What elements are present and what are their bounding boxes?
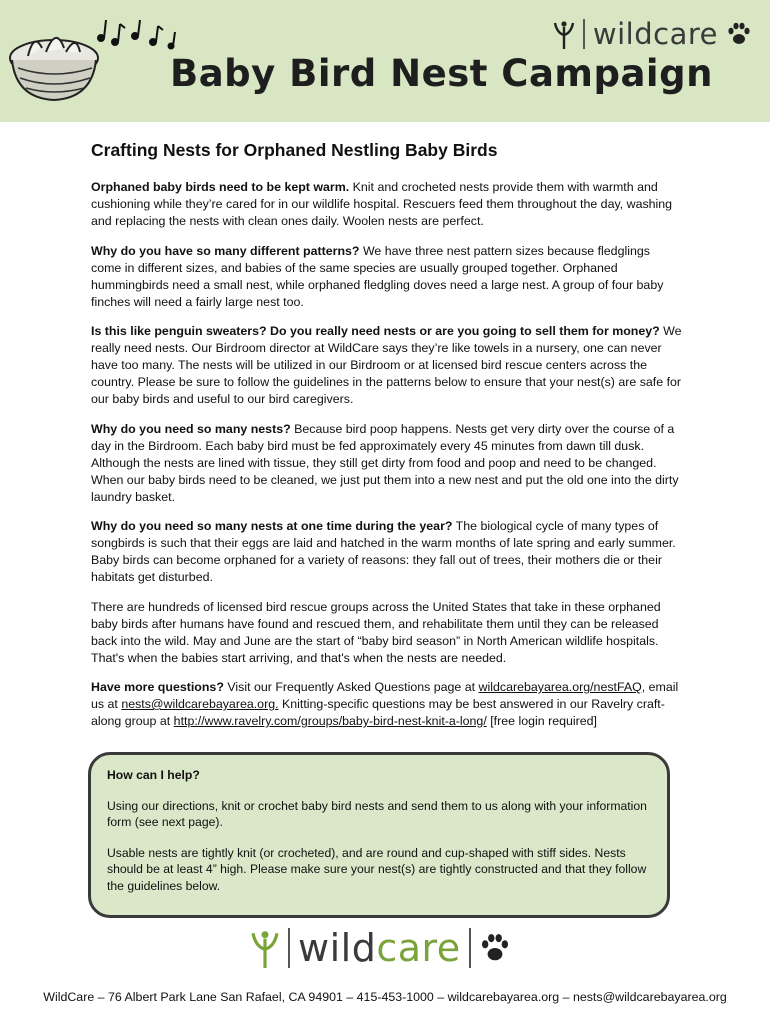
paragraph-warmth: Orphaned baby birds need to be kept warm. Knit and crocheted nests provide them with warmth and cushioning while they’re cared for in our wildlife hospital. Rescuers feed them throughout the day, washing and replacing the nests with clean ones daily. Woolen nests are perfect. [91,180,673,228]
paw-print-icon [726,21,752,47]
article [91,140,683,743]
faq-link[interactable]: wildcarebayarea.org/nestFAQ [478,680,642,694]
paragraph-questions: Have more questions? Visit our Frequently Asked Questions page at wildcarebayarea.org/nestFAQ, email us at nests@wildcarebayarea.org. Knitting-specific questions may be best answered in our Ravelry craft-along group at http://www.ravelry.com/groups/baby-bird-nest-knit-a-long/ [free login required] [91,680,679,728]
wildcare-logo-top [553,14,752,54]
paragraph-patterns: Why do you have so many different patterns? We have three nest pattern sizes because fledglings come in different sizes, and babies of the same species are usually grouped together. Orphaned hummingbirds need a small nest, while orphaned fledgling doves need a large nest. A group of four baby finches will need a fairly large nest too. [91,243,664,309]
help-paragraph-directions: Using our directions, knit or crochet baby bird nests and send them to us along with your information form (see next page). [107,798,647,829]
bird-nest-illustration [6,18,102,104]
music-notes-icon [95,12,185,52]
ravelry-link[interactable]: http://www.ravelry.com/groups/baby-bird-nest-knit-a-long/ [173,714,487,728]
logo-wordmark: wildcare [592,17,718,51]
banner-title: Baby Bird Nest Campaign [170,52,713,95]
logo-wordmark: wildcare [298,926,461,970]
paw-print-icon [479,932,511,964]
help-box [88,752,670,918]
help-heading: How can I help? [107,768,200,782]
sprout-icon [250,928,280,968]
paragraph-season: Why do you need so many nests at one time during the year? The biological cycle of many types of songbirds is such that their eggs are laid and hatched in the warm months of late spring and early summer. Baby birds can become orphaned for a variety of reasons: they fall out of trees, their mothers die or their habitats get disturbed. [91,519,676,584]
paragraph-many-nests: Why do you need so many nests? Because bird poop happens. Nests get very dirty over the course of a day in the Birdroom. Each baby bird must be fed approximately every 45 minutes from dawn till dusk. Although the nests are lined with tissue, they still get dirty from food and poop and need to be changed. When our baby birds need to be cleaned, we just put them into a new nest and put the old one into the dirty laundry basket. [91,421,679,504]
wildcare-logo-bottom [250,924,511,972]
header-banner [0,0,770,122]
sprout-icon [553,19,575,49]
article-heading: Crafting Nests for Orphaned Nestling Baby Birds [91,140,498,160]
footer-contact: WildCare – 76 Albert Park Lane San Rafael, CA 94901 – 415-453-1000 – wildcarebayarea.org – nests@wildcarebayarea.org [43,990,727,1004]
paragraph-penguin: Is this like penguin sweaters? Do you really need nests or are you going to sell them for money? We really need nests. Our Birdroom director at WildCare says they’re like towels in a nursery, one can never have too many. The nests will be utilized in our Birdroom or at licensed bird rescue centers across the country. Please be sure to follow the guidelines in the patterns below to ensure that your nest(s) are safe for our baby birds and useful to our bird caregivers. [91,324,682,406]
paragraph-rescue-groups: There are hundreds of licensed bird rescue groups across the United States that take in these orphaned baby birds after humans have found and rescued them, and rehabilitate them until they can be released back into the wild. May and June are the start of “baby bird season” in North American wildlife hospitals. That's when the babies start arriving, and that's when the nests are needed. [91,599,661,665]
email-link[interactable]: nests@wildcarebayarea.org. [121,697,279,711]
help-paragraph-usable: Usable nests are tightly knit (or crocheted), and are round and cup-shaped with stiff sides. Nests should be at least 4” high. Please make sure your nest(s) are tightly constructed and that they follow the guidelines below. [107,845,647,893]
